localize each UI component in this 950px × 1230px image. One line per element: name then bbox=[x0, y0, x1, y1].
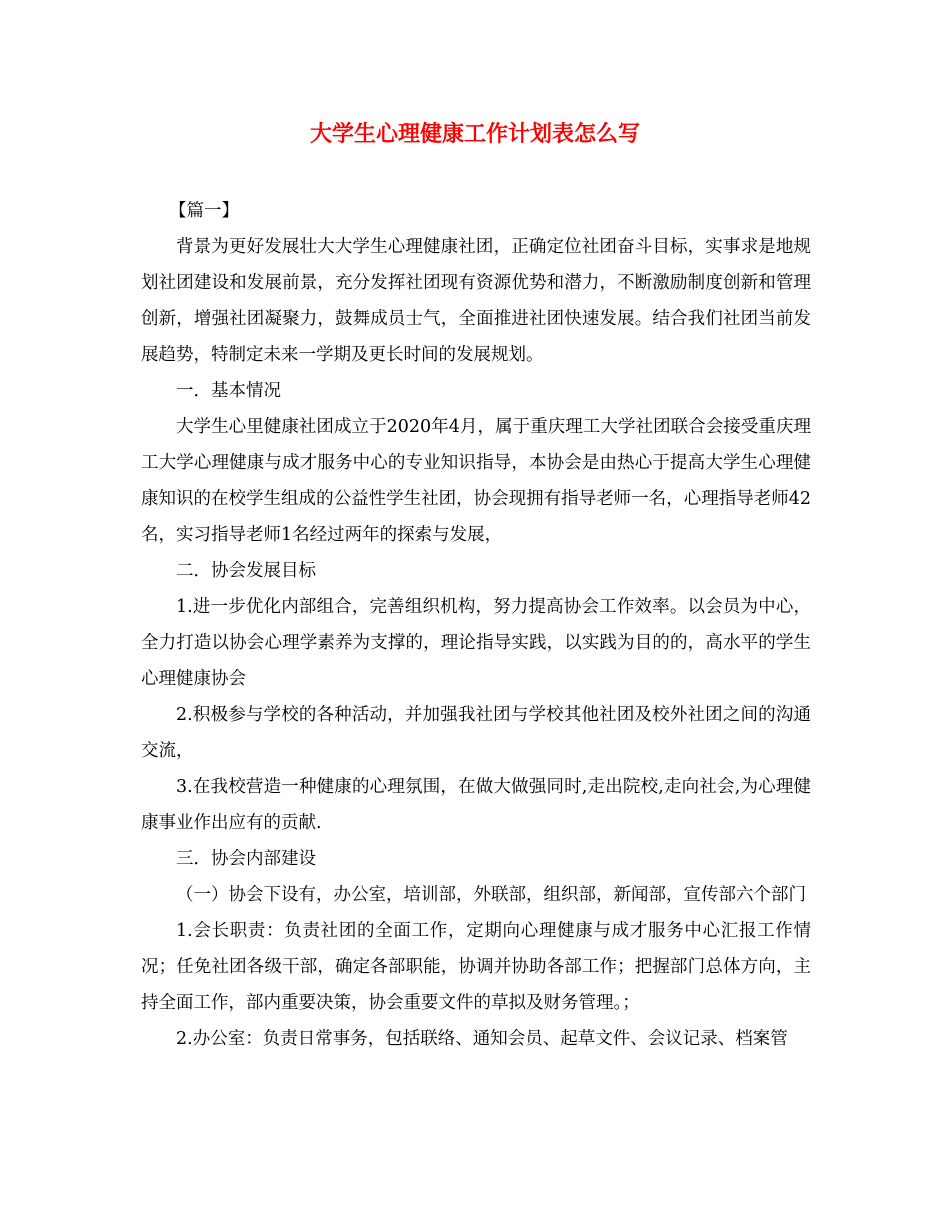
paragraph-basic-info: 大学生心里健康社团成立于2020年4月，属于重庆理工大学社团联合会接受重庆理工大学心理健康与成才服务中心的专业知识指导，本协会是由热心于提高大学生心理健康知识的在校学生组成的公益性学生社团，协会现拥有指导老师一名，心理指导老师42名，实习指导老师1名经过两年的探索与发展， bbox=[141, 417, 811, 545]
paragraph-goal-1: 1.进一步优化内部组合，完善组织机构，努力提高协会工作效率。以会员为中心，全力打造以协会心理学素养为支撑的，理论指导实践，以实践为目的的，高水平的学生心理健康协会 bbox=[141, 597, 811, 689]
paragraph-office-duties: 2.办公室：负责日常事务，包括联络、通知会员、起草文件、会议记录、档案管 bbox=[176, 1029, 788, 1049]
heading-goals: 二．协会发展目标 bbox=[176, 561, 316, 581]
section-tag: 【篇一】 bbox=[169, 201, 239, 221]
document-body bbox=[141, 193, 811, 1057]
paragraph-president-duties: 1.会长职责：负责社团的全面工作，定期向心理健康与成才服务中心汇报工作情况；任免社团各级干部，确定各部职能，协调并协助各部工作；把握部门总体方向，主持全面工作，部内重要决策，协会重要文件的草拟及财务管理。； bbox=[141, 921, 811, 1013]
heading-basic-info: 一．基本情况 bbox=[176, 381, 281, 401]
paragraph-goal-3: 3.在我校营造一种健康的心理氛围，在做大做强同时,走出院校,走向社会,为心理健康事业作出应有的贡献. bbox=[141, 777, 811, 833]
document-title: 大学生心理健康工作计划表怎么写 bbox=[309, 121, 640, 147]
paragraph-departments: （一）协会下设有，办公室，培训部，外联部，组织部，新闻部，宣传部六个部门 bbox=[176, 885, 806, 905]
heading-internal: 三．协会内部建设 bbox=[176, 849, 316, 869]
paragraph-goal-2: 2.积极参与学校的各种活动，并加强我社团与学校其他社团及校外社团之间的沟通交流， bbox=[141, 705, 811, 761]
paragraph-background: 背景为更好发展壮大大学生心理健康社团，正确定位社团奋斗目标，实事求是地规划社团建设和发展前景，充分发挥社团现有资源优势和潜力，不断激励制度创新和管理创新，增强社团凝聚力，鼓舞成员士气，全面推进社团快速发展。结合我们社团当前发展趋势，特制定未来一学期及更长时间的发展规划。 bbox=[141, 237, 811, 365]
